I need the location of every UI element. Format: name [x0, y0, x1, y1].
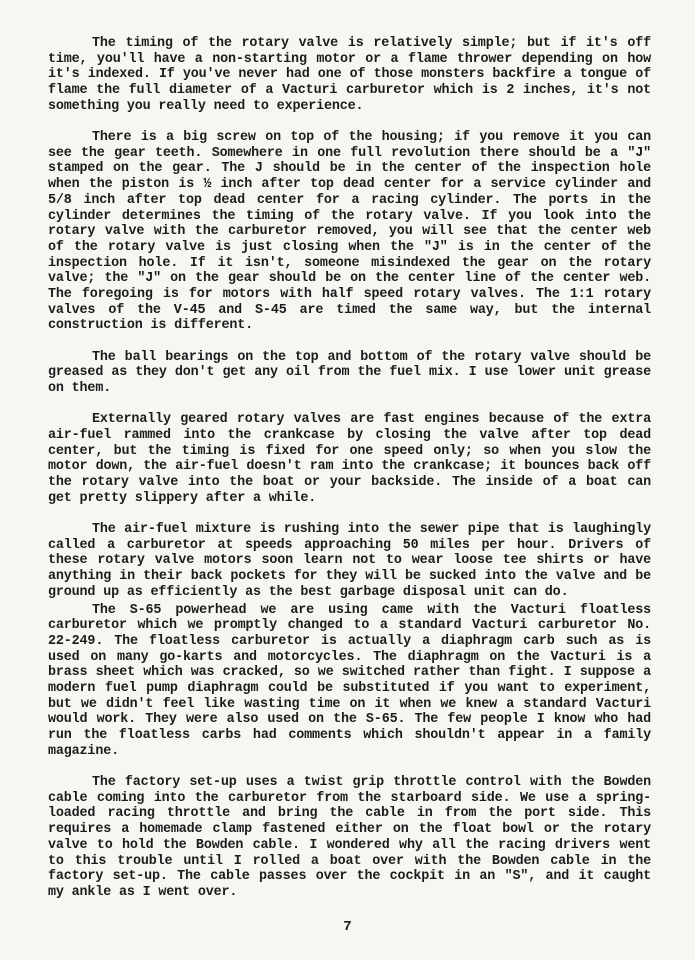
page-number: 7: [343, 919, 352, 935]
paragraph-rotary-valve-timing: The timing of the rotary valve is relatively simple; but if it's off time, you'll have a non-starting motor or a flame thrower depending on how it's indexed. If you've never had one of those monsters backfire a tongue of flame the full diameter of a Vacturi carburetor which is 2 inches, it's not something you really need to experience.: [48, 36, 651, 114]
paragraph-gear-indexing: There is a big screw on top of the housing; if you remove it you can see the gear teeth. Somewhere in one full revolution there should be a "J" stamped on the gear. The J should be in the center of the inspection hole when the piston is ½ inch after top dead center for a service cylinder and 5/8 inch after top dead center for a racing cylinder. The ports in the cylinder determines the timing of the rotary valve. If you look into the rotary valve with the carburetor removed, you will see that the center web of the rotary valve is just closing when the "J" is in the center of the inspection hole. If it isn't, someone misindexed the gear on the rotary valve; the "J" on the gear should be on the center line of the center web. The foregoing is for motors with half speed rotary valves. The 1:1 rotary valves of the V-45 and S-45 are timed the same way, but the internal construction is different.: [48, 130, 651, 334]
paragraph-externally-geared: Externally geared rotary valves are fast engines because of the extra air-fuel rammed into the crankcase by closing the valve after top dead center, but the timing is fixed for one speed only; so when you slow the motor down, the air-fuel doesn't ram into the crankcase; it bounces back off the rotary valve into the boat or your backside. The inside of a boat can get pretty slippery after a while.: [48, 412, 651, 506]
paragraph-throttle-setup: The factory set-up uses a twist grip throttle control with the Bowden cable coming into the carburetor from the starboard side. We use a spring-loaded racing throttle and bring the cable in from the port side. This requires a homemade clamp fastened either on the float bowl or the rotary valve to hold the Bowden cable. I wondered why all the racing drivers went to this trouble until I rolled a boat over with the Bowden cable in the factory set-up. The cable passes over the cockpit in an "S", and it caught my ankle as I went over.: [48, 775, 651, 900]
paragraph-air-fuel-mixture: The air-fuel mixture is rushing into the sewer pipe that is laughingly called a carburetor at speeds approaching 50 miles per hour. Drivers of these rotary valve motors soon learn not to wear loose tee shirts or have anything in their back pockets for they will be sucked into the valve and be ground up as efficiently as the best garbage disposal unit can do.: [48, 521, 651, 600]
paragraph-s65-carburetor: The S-65 powerhead we are using came with the Vacturi floatless carburetor which we promptly changed to a standard Vacturi carburetor No. 22-249. The floatless carburetor is actually a diaphragm carb such as is used on many go-karts and motorcycles. The diaphragm on the Vacturi is a brass sheet which was cracked, so we switched rather than fight. I suppose a modern fuel pump diaphragm could be substituted if you want to experiment, but we didn't feel like wasting time on it when we knew a standard Vacturi would work. They were also used on the S-65. The few people I know who had run the floatless carbs had comments which shouldn't appear in a family magazine.: [48, 602, 651, 759]
paragraph-ball-bearings: The ball bearings on the top and bottom of the rotary valve should be greased as they don't get any oil from the fuel mix. I use lower unit grease on them.: [48, 349, 651, 397]
